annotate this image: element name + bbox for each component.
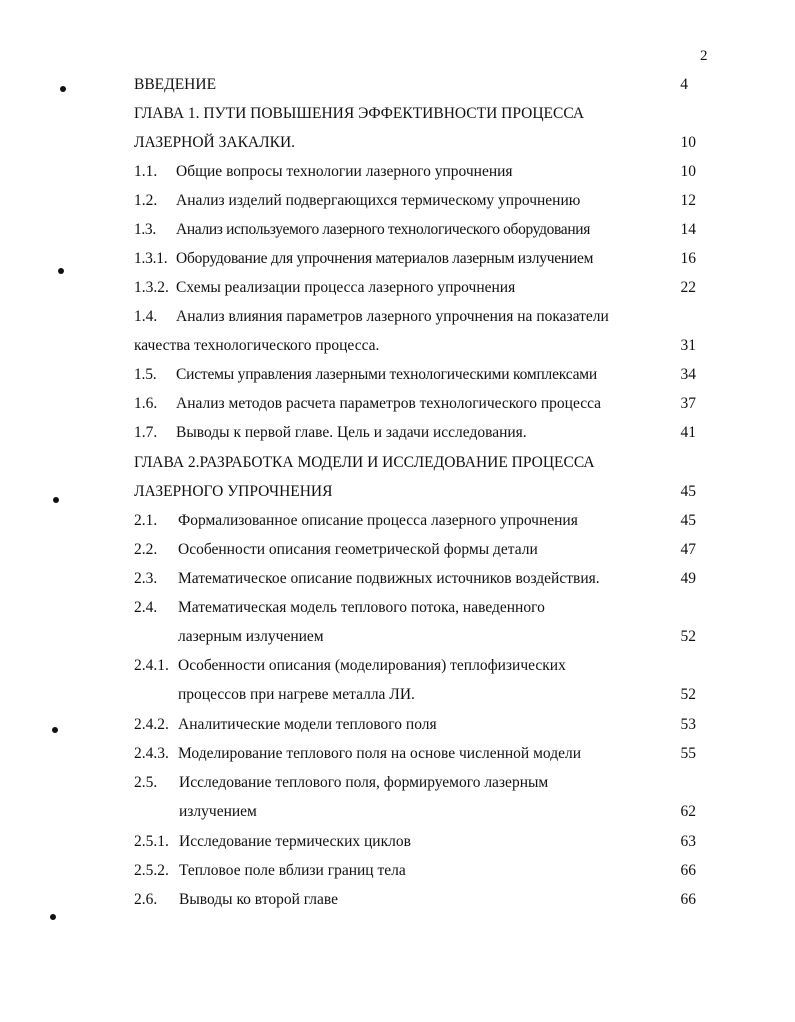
toc-page-number: 53 bbox=[680, 716, 696, 733]
toc-title: Выводы ко второй главе bbox=[179, 891, 339, 908]
toc-section-number: 1.2. bbox=[134, 192, 158, 209]
toc-page-number: 55 bbox=[680, 745, 696, 762]
toc-page-number: 10 bbox=[680, 134, 696, 151]
toc-section-number: 2.5. bbox=[134, 774, 158, 791]
toc-title: ГЛАВА 2.РАЗРАБОТКА МОДЕЛИ И ИССЛЕДОВАНИЕ ПРОЦЕССА bbox=[134, 454, 595, 471]
toc-section-number: 2.4. bbox=[134, 599, 158, 616]
toc-chapter-heading bbox=[134, 104, 584, 124]
toc-section-number: 2.3. bbox=[134, 570, 158, 587]
toc-chapter-heading bbox=[134, 453, 595, 473]
toc-entry bbox=[134, 191, 580, 211]
toc-section-number: 2.5.1. bbox=[134, 833, 169, 850]
toc-title: Тепловое поле вблизи границ тела bbox=[179, 862, 406, 879]
toc-page-number: 22 bbox=[680, 279, 696, 296]
toc-entry bbox=[134, 162, 513, 182]
binder-hole-mark bbox=[58, 268, 64, 274]
toc-entry bbox=[134, 540, 538, 560]
toc-section-number: 1.7. bbox=[134, 424, 158, 441]
toc-entry-continuation bbox=[178, 627, 324, 647]
toc-title: Исследование теплового поля, формируемого лазерным bbox=[179, 774, 549, 791]
toc-title: Оборудование для упрочнения материалов лазерным излучением bbox=[176, 250, 594, 267]
toc-entry bbox=[134, 278, 515, 298]
toc-page-number: 12 bbox=[680, 192, 696, 209]
toc-chapter-heading bbox=[134, 133, 295, 153]
toc-chapter-heading bbox=[134, 482, 332, 502]
toc-page-number: 47 bbox=[680, 541, 696, 558]
toc-section-number: 1.3.2. bbox=[134, 279, 169, 296]
toc-entry bbox=[134, 598, 545, 618]
toc-page-number: 31 bbox=[680, 337, 696, 354]
toc-entry-continuation bbox=[134, 336, 379, 356]
toc-title: Особенности описания (моделирования) теплофизических bbox=[178, 657, 566, 674]
toc-title: Системы управления лазерными технологическими комплексами bbox=[176, 366, 597, 383]
toc-page-number: 4 bbox=[680, 76, 688, 93]
toc-title: ЛАЗЕРНОГО УПРОЧНЕНИЯ bbox=[134, 483, 333, 500]
toc-title: лазерным излучением bbox=[178, 628, 324, 645]
toc-title: Аналитические модели теплового поля bbox=[178, 716, 437, 733]
toc-page-number: 45 bbox=[680, 512, 696, 529]
toc-title: Особенности описания геометрической формы детали bbox=[178, 541, 538, 558]
toc-section-number: 2.4.1. bbox=[134, 657, 169, 674]
toc-entry bbox=[134, 773, 548, 793]
toc-page-number: 49 bbox=[680, 570, 696, 587]
toc-page-number: 34 bbox=[680, 366, 696, 383]
toc-page-number: 63 bbox=[680, 833, 696, 850]
toc-entry bbox=[134, 569, 600, 589]
toc-title: Моделирование теплового поля на основе численной модели bbox=[178, 745, 581, 762]
toc-title: Исследование термических циклов bbox=[179, 833, 411, 850]
toc-page-number: 52 bbox=[680, 686, 696, 703]
toc-page-number: 66 bbox=[680, 862, 696, 879]
toc-section-number: 2.2. bbox=[134, 541, 158, 558]
toc-page-number: 62 bbox=[680, 803, 696, 820]
toc-section-number: 1.1. bbox=[134, 163, 158, 180]
toc-page-number: 14 bbox=[680, 221, 696, 238]
toc-entry bbox=[134, 423, 527, 443]
toc-title: ЛАЗЕРНОЙ ЗАКАЛКИ. bbox=[134, 134, 296, 151]
toc-entry bbox=[134, 744, 581, 764]
toc-title: Общие вопросы технологии лазерного упрочнения bbox=[176, 163, 513, 180]
toc-entry bbox=[134, 861, 406, 881]
toc-page-number: 66 bbox=[680, 891, 696, 908]
toc-page-number: 45 bbox=[680, 483, 696, 500]
toc-title: Анализ методов расчета параметров технологического процесса bbox=[176, 395, 602, 412]
toc-title: качества технологического процесса. bbox=[134, 337, 380, 354]
toc-title: Анализ используемого лазерного технологического оборудования bbox=[176, 221, 590, 238]
toc-title: Формализованное описание процесса лазерного упрочнения bbox=[178, 512, 578, 529]
toc-title: излучением bbox=[179, 803, 257, 820]
toc-page-number: 16 bbox=[680, 250, 696, 267]
toc-section-number: 2.6. bbox=[134, 891, 158, 908]
toc-title: Схемы реализации процесса лазерного упрочнения bbox=[176, 279, 516, 296]
binder-hole-mark bbox=[60, 86, 66, 92]
toc-section-number: 2.4.3. bbox=[134, 745, 169, 762]
toc-title: Выводы к первой главе. Цель и задачи исследования. bbox=[176, 424, 527, 441]
toc-section-number: 1.5. bbox=[134, 366, 157, 383]
toc-entry bbox=[134, 511, 578, 531]
toc-title: Анализ влияния параметров лазерного упрочнения на показатели bbox=[176, 308, 609, 325]
toc-section-number: 1.3.1. bbox=[134, 250, 168, 267]
toc-entry bbox=[134, 656, 566, 676]
toc-section-number: 2.5.2. bbox=[134, 862, 169, 879]
toc-entry-continuation bbox=[179, 802, 257, 822]
toc-title: процессов при нагреве металла ЛИ. bbox=[178, 686, 415, 703]
toc-section-number: 2.4.2. bbox=[134, 716, 169, 733]
toc-page-number: 37 bbox=[680, 395, 696, 412]
toc-entry bbox=[134, 715, 437, 735]
toc-title: Математическое описание подвижных источников воздействия. bbox=[178, 570, 600, 587]
toc-page-number: 10 bbox=[680, 163, 696, 180]
toc-section-number: 1.4. bbox=[134, 308, 158, 325]
toc-page-number: 41 bbox=[680, 424, 696, 441]
toc-entry bbox=[134, 394, 601, 414]
toc-entry-intro bbox=[134, 75, 216, 95]
toc-title: ВВЕДЕНИЕ bbox=[134, 76, 217, 93]
toc-entry bbox=[134, 220, 590, 240]
toc-entry bbox=[134, 365, 597, 385]
toc-entry bbox=[134, 890, 338, 910]
toc-section-number: 1.3. bbox=[134, 221, 156, 238]
binder-hole-mark bbox=[52, 727, 58, 733]
toc-page-number: 52 bbox=[680, 628, 696, 645]
toc-entry bbox=[134, 832, 411, 852]
binder-hole-mark bbox=[50, 914, 56, 920]
toc-section-number: 2.1. bbox=[134, 512, 158, 529]
toc-entry bbox=[134, 249, 593, 269]
toc-title: ГЛАВА 1. ПУТИ ПОВЫШЕНИЯ ЭФФЕКТИВНОСТИ ПРОЦЕССА bbox=[134, 105, 585, 122]
toc-entry-continuation bbox=[178, 685, 415, 705]
toc-title: Математическая модель теплового потока, наведенного bbox=[178, 599, 545, 616]
toc-entry bbox=[134, 307, 609, 327]
toc-section-number: 1.6. bbox=[134, 395, 158, 412]
page-number: 2 bbox=[700, 48, 708, 64]
binder-hole-mark bbox=[53, 497, 59, 503]
toc-title: Анализ изделий подвергающихся термическому упрочнению bbox=[176, 192, 581, 209]
